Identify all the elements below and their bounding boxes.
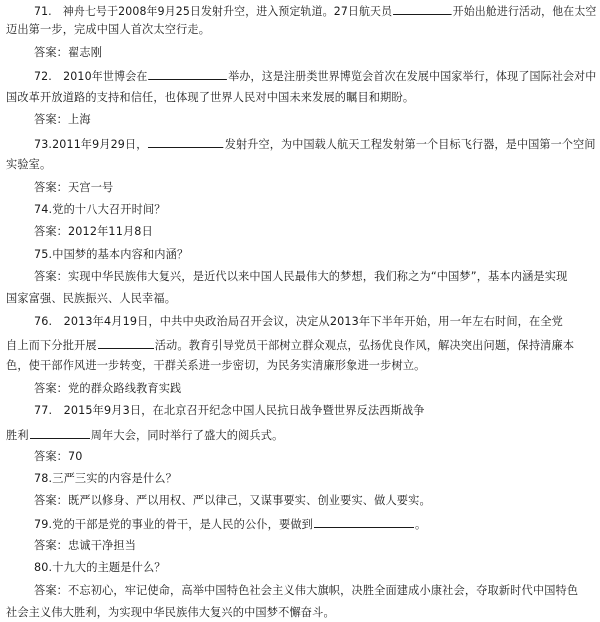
question-77-text-a: 胜利 (6, 429, 29, 442)
question-71-text-b: 开始出舱进行活动，他在太空 (452, 5, 597, 18)
question-74: 74.党的十八大召开时间？ (34, 203, 166, 216)
question-76-blank (98, 337, 154, 349)
question-73-blank (148, 136, 223, 148)
question-76-line-3: 色，使干部作风进一步转变，干群关系进一步密切，为民务实清廉形象进一步树立。 (6, 359, 426, 372)
question-77-text-b: 周年大会，同时举行了盛大的阅兵式。 (90, 429, 284, 442)
question-72-text-a: 72. 2010年世博会在 (34, 70, 148, 83)
question-76-line-2 (6, 337, 574, 353)
answer-75-line-1: 答案：实现中华民族伟大复兴，是近代以来中国人民最伟大的梦想，我们称之为“中国梦”，基本内涵是实现 (34, 270, 568, 283)
question-77-line-2 (6, 427, 283, 443)
answer-77: 答案：70 (34, 450, 83, 463)
question-73-line-2: 实验室。 (6, 158, 52, 171)
question-72-line-1 (34, 68, 596, 84)
question-72-blank (149, 68, 228, 80)
question-73-text-a: 73.2011年9月29日， (34, 138, 148, 151)
answer-72: 答案：上海 (34, 113, 91, 126)
question-71-text-a: 71. 神舟七号于2008年9月25日发射升空，进入预定轨道。27日航天员 (34, 5, 393, 18)
question-72-text-b: 举办，这是注册类世界博览会首次在发展中国家举行，体现了国际社会对中 (228, 70, 597, 83)
question-76-line-1: 76. 2013年4月19日，中共中央政治局召开会议，决定从2013年下半年开始，用一年左右时间，在全党 (34, 315, 564, 328)
question-71-line-2: 迈出第一步，完成中国人首次太空行走。 (6, 23, 211, 36)
question-76-text-b: 活动。教育引导党员干部树立群众观点，弘扬优良作风，解决突出问题，保持清廉本 (154, 339, 575, 352)
question-79-text-b: 。 (415, 518, 427, 531)
question-79-text-a: 79.党的干部是党的事业的骨干，是人民的公仆，要做到 (34, 518, 314, 531)
question-77-blank (30, 427, 90, 439)
answer-79: 答案：忠诚干净担当 (34, 539, 137, 552)
question-76-text-a: 自上而下分批开展 (6, 339, 97, 352)
question-71-line-1 (34, 3, 596, 19)
question-75: 75.中国梦的基本内容和内涵？ (34, 248, 189, 261)
question-80: 80.十九大的主题是什么？ (34, 561, 166, 574)
question-77-line-1: 77. 2015年9月3日，在北京召开纪念中国人民抗日战争暨世界反法西斯战争 (34, 404, 425, 417)
answer-76: 答案：党的群众路线教育实践 (34, 382, 182, 395)
answer-71: 答案：翟志刚 (34, 46, 103, 59)
answer-80-line-2: 社会主义伟大胜利，为实现中华民族伟大复兴的中国梦不懈奋斗。 (6, 606, 335, 619)
answer-73: 答案：天宫一号 (34, 181, 114, 194)
answer-74: 答案：2012年11月8日 (34, 225, 153, 238)
question-73-text-b: 发射升空，为中国载人航天工程发射第一个目标飞行器，是中国第一个空间 (224, 138, 596, 151)
answer-78: 答案：既严以修身、严以用权、严以律己，又谋事要实、创业要实、做人要实。 (34, 494, 431, 507)
question-79-blank (314, 516, 414, 528)
answer-75-line-2: 国家富强、民族振兴、人民幸福。 (6, 292, 177, 305)
question-73-line-1 (34, 136, 596, 152)
question-72-line-2: 国改革开放道路的支持和信任，也体现了世界人民对中国未来发展的瞩目和期盼。 (6, 91, 415, 104)
question-78: 78.三严三实的内容是什么？ (34, 472, 177, 485)
question-79 (34, 516, 426, 532)
question-71-blank (393, 3, 452, 15)
answer-80-line-1: 答案：不忘初心，牢记使命，高举中国特色社会主义伟大旗帜，决胜全面建成小康社会，夺取新时代中国特色 (34, 584, 579, 597)
